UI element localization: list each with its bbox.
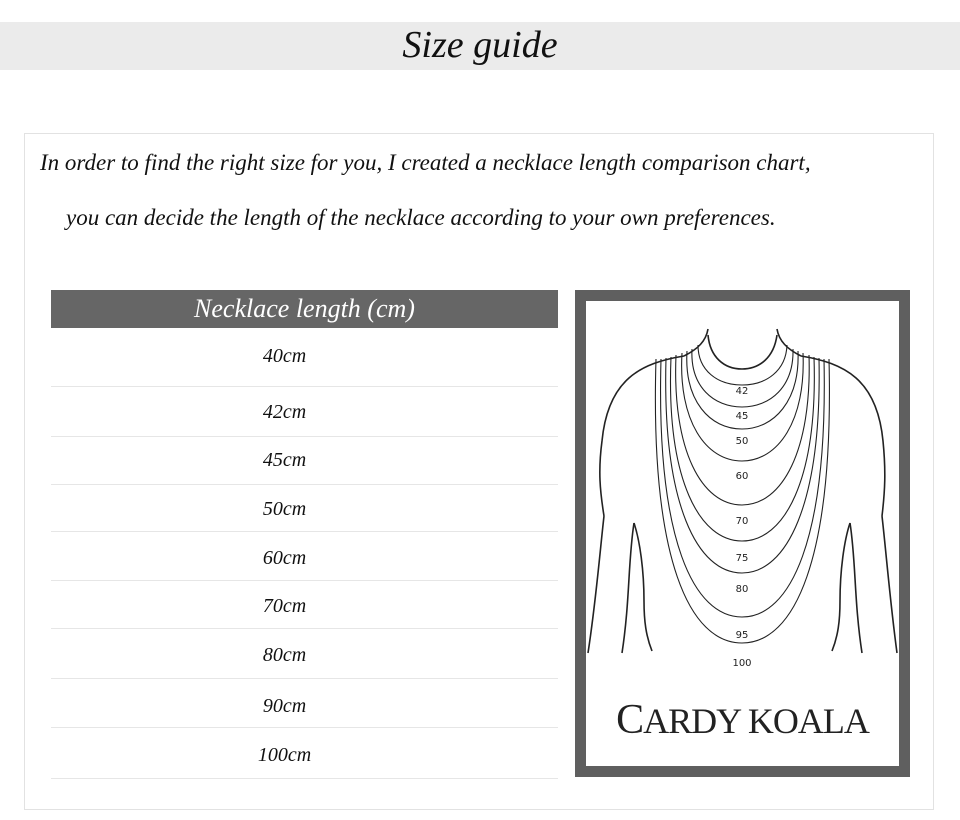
- size-table-header: Necklace length (cm): [51, 290, 558, 328]
- size-row: [51, 437, 558, 485]
- size-row: [51, 581, 558, 629]
- size-value: 100cm: [257, 744, 312, 766]
- size-value: 80cm: [262, 644, 307, 666]
- chain-label: 42: [735, 386, 749, 397]
- brand-initial: C: [616, 697, 644, 743]
- size-row: [51, 387, 558, 437]
- chain-label: 45: [735, 411, 749, 422]
- size-value: 90cm: [262, 695, 307, 717]
- size-row: [51, 328, 558, 387]
- chain-label: 75: [735, 553, 749, 564]
- size-value: 60cm: [262, 547, 307, 569]
- intro-line-2: you can decide the length of the necklace according to your own preferences.: [66, 205, 776, 230]
- page-title: Size guide: [402, 24, 558, 66]
- size-row: [51, 629, 558, 679]
- chain-label: 95: [735, 630, 749, 641]
- size-row: [51, 728, 558, 779]
- title-bar: [0, 22, 960, 70]
- chain-label: 80: [735, 584, 749, 595]
- chain-label: 100: [732, 658, 752, 669]
- chain-label: 70: [735, 516, 749, 527]
- size-value: 40cm: [262, 345, 307, 367]
- size-table: [51, 290, 558, 779]
- size-value: 50cm: [262, 498, 307, 520]
- size-value: 70cm: [262, 595, 307, 617]
- size-row: [51, 485, 558, 532]
- size-row: [51, 679, 558, 728]
- necklace-illustration: [575, 290, 910, 777]
- size-value: 42cm: [262, 401, 307, 423]
- size-row: [51, 532, 558, 581]
- size-value: 45cm: [262, 449, 307, 471]
- brand-name: ARDY KOALA: [643, 701, 869, 741]
- chain-label: 50: [735, 436, 749, 447]
- chain-label: 60: [735, 471, 749, 482]
- intro-line-1: In order to find the right size for you, I created a necklace length comparison chart,: [40, 150, 811, 175]
- illustration-canvas: [586, 301, 899, 766]
- brand-logo: [586, 696, 899, 744]
- torso-outline: [588, 329, 897, 653]
